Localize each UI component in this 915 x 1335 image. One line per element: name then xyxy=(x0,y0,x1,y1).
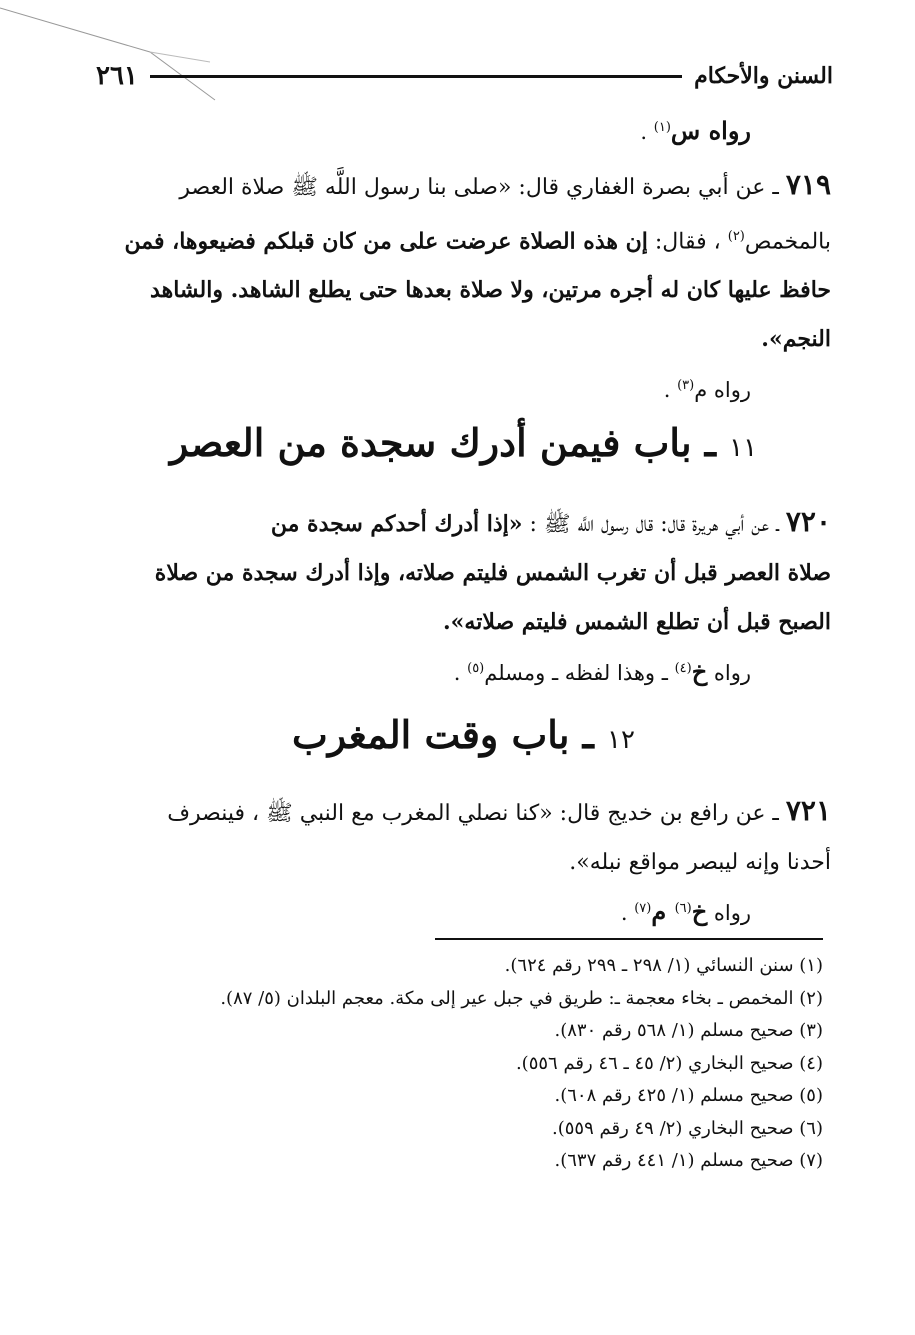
header-title: السنن والأحكام xyxy=(694,63,833,89)
footnote-item: (١) سنن النسائي (١/ ٢٩٨ ـ ٢٩٩ رقم ٦٢٤). xyxy=(504,955,823,976)
hadith-text: ـ عن رافع بن خديج قال: «كنا نصلي المغرب مع النبي ﷺ ، فينصرف xyxy=(167,801,786,826)
hadith-720 xyxy=(96,497,831,695)
hadith-text: أحدنا وإنه ليبصر مواقع نبله». xyxy=(569,850,831,875)
hadith-text: بالمخمص xyxy=(744,229,831,255)
narration-end: . xyxy=(640,120,654,144)
footnote-item: (٦) صحيح البخاري (٢/ ٤٩ رقم ٥٥٩). xyxy=(552,1117,823,1139)
footnote-ref: (٦) xyxy=(674,901,692,916)
footnote-ref: (٥) xyxy=(467,661,485,676)
narration-text: رواه م xyxy=(694,378,751,403)
footnote-item: (٤) صحيح البخاري (٢/ ٤٥ ـ ٤٦ رقم ٥٥٦). xyxy=(515,1052,823,1074)
footnote-ref: (٢) xyxy=(727,229,745,244)
footnote-ref: (٤) xyxy=(674,661,692,676)
hadith-721 xyxy=(96,786,831,935)
narration-end: . xyxy=(663,378,678,403)
footnote-item: (٢) المخمص ـ بخاء معجمة ـ: طريق في جبل عير إلى مكة. معجم البلدان (٥/ ٨٧). xyxy=(220,987,823,1009)
hadith-number: ٧٢١ xyxy=(785,794,831,827)
narrator-symbol: م xyxy=(651,897,675,926)
narrator-symbol: خ xyxy=(691,657,708,686)
footnote-item: (٣) صحيح مسلم (١/ ٥٦٨ رقم ٨٣٠). xyxy=(554,1020,823,1041)
running-header xyxy=(96,58,833,94)
hadith-text: ـ عن أبي بصرة الغفاري قال: «صلى بنا رسول اللَّه ﷺ صلاة العصر xyxy=(179,175,786,200)
narration-text: ـ وهذا لفظه ـ ومسلم xyxy=(484,661,675,685)
hadith-text: النجم». xyxy=(761,326,831,353)
narration-718 xyxy=(96,112,831,148)
footnote-ref: (٧) xyxy=(634,901,652,916)
page-number: ٢٦١ xyxy=(96,61,138,91)
footnote-ref: (١) xyxy=(653,120,671,135)
narrator-symbol: خ xyxy=(691,897,708,926)
narration-end: . xyxy=(620,901,635,925)
section-heading-11 xyxy=(96,420,831,465)
section-heading-12 xyxy=(96,712,831,757)
narration-text: رواه xyxy=(707,661,751,685)
heading-number: ١٢ xyxy=(607,725,635,755)
hadith-text: صلاة العصر قبل أن تغرب الشمس فليتم صلاته، وإذا أدرك سجدة من صلاة xyxy=(154,560,831,586)
footnote-item: (٧) صحيح مسلم (١/ ٤٤١ رقم ٦٣٧). xyxy=(554,1150,823,1171)
footnote-separator xyxy=(435,938,823,940)
hadith-719 xyxy=(96,160,831,412)
heading-number: ١١ xyxy=(729,433,758,463)
footnote-ref: (٣) xyxy=(677,378,695,394)
hadith-text: الصبح قبل أن تطلع الشمس فليتم صلاته». xyxy=(443,609,831,635)
hadith-number: ٧١٩ xyxy=(785,168,831,201)
hadith-text: ، فقال: xyxy=(647,229,728,255)
narration-end: . xyxy=(453,661,468,685)
hadith-text: ـ عن أبي هريرة قال: قال رسول اللَّه ﷺ : xyxy=(522,512,786,537)
hadith-text: إن هذه الصلاة عرضت على من كان قبلكم فضيعوها، فمن xyxy=(124,228,648,255)
footnotes xyxy=(120,950,823,1178)
header-rule xyxy=(150,75,682,78)
narration-text: رواه xyxy=(707,901,751,925)
narration-text: رواه س xyxy=(670,116,751,145)
footnote-item: (٥) صحيح مسلم (١/ ٤٢٥ رقم ٦٠٨). xyxy=(554,1085,823,1106)
hadith-text: حافظ عليها كان له أجره مرتين، ولا صلاة بعدها حتى يطلع الشاهد. والشاهد xyxy=(150,277,831,304)
heading-text: ـ باب فيمن أدرك سجدة من العصر xyxy=(169,420,730,465)
heading-text: ـ باب وقت المغرب xyxy=(292,712,608,757)
hadith-text: «إذا أدرك أحدكم سجدة من xyxy=(270,511,523,537)
hadith-number: ٧٢٠ xyxy=(785,505,831,538)
